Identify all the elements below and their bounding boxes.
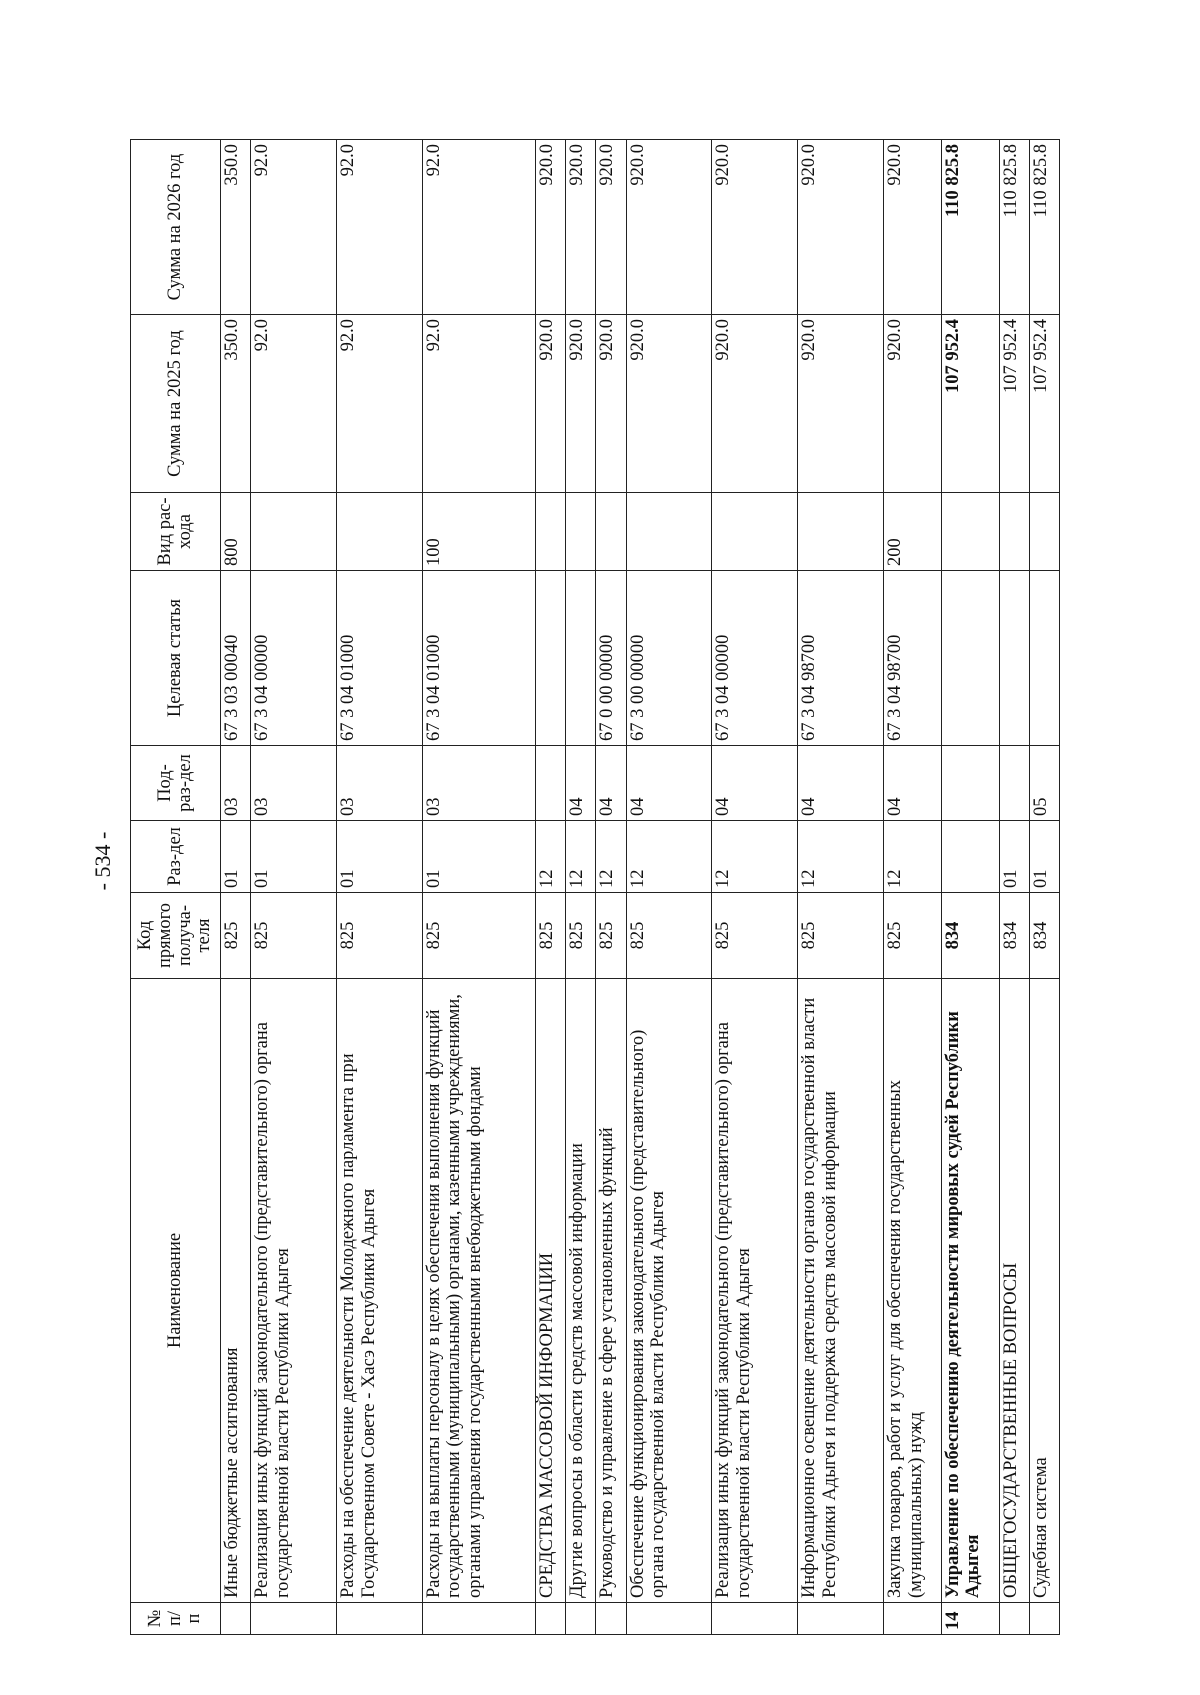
cell-section: 12 (566, 821, 596, 893)
cell-sum-2026: 920.0 (566, 140, 596, 315)
cell-sum-2026: 920.0 (712, 140, 798, 315)
cell-expense (566, 493, 596, 571)
cell-subsection: 04 (596, 746, 626, 821)
cell-subsection: 04 (566, 746, 596, 821)
cell-name: Руководство и управление в сфере установленных функций (596, 979, 626, 1603)
cell-sum-2026: 920.0 (626, 140, 712, 315)
cell-expense (626, 493, 712, 571)
page-number: - 534 - (90, 831, 115, 891)
cell-name: Расходы на обеспечение деятельности Молодежного парламента при Государственном Совете - Хасэ Республики Адыгея (336, 979, 422, 1603)
cell-expense (712, 493, 798, 571)
cell-name: Судебная система (1029, 979, 1059, 1603)
cell-name: Реализация иных функций законодательного (представительного) органа государственной власти Республики Адыгея (712, 979, 798, 1603)
table-row (999, 140, 1029, 1635)
cell-target: 67 0 00 00000 (596, 571, 626, 746)
cell-sum-2026: 920.0 (883, 140, 941, 315)
cell-recipient: 825 (798, 893, 884, 979)
cell-num (566, 1603, 596, 1635)
cell-sum-2025: 920.0 (712, 315, 798, 493)
cell-sum-2026: 110 825.8 (941, 140, 999, 315)
cell-recipient: 825 (221, 893, 251, 979)
cell-section: 01 (251, 821, 337, 893)
cell-section: 12 (712, 821, 798, 893)
header-sum-2026: Сумма на 2026 год (131, 140, 221, 315)
cell-recipient: 825 (336, 893, 422, 979)
cell-sum-2025: 920.0 (883, 315, 941, 493)
cell-subsection: 03 (251, 746, 337, 821)
cell-expense (941, 493, 999, 571)
cell-sum-2025: 92.0 (336, 315, 422, 493)
cell-target (941, 571, 999, 746)
cell-target: 67 3 04 01000 (422, 571, 536, 746)
cell-name: СРЕДСТВА МАССОВОЙ ИНФОРМАЦИИ (536, 979, 566, 1603)
cell-sum-2026: 920.0 (798, 140, 884, 315)
cell-sum-2025: 107 952.4 (999, 315, 1029, 493)
cell-num: 14 (941, 1603, 999, 1635)
cell-sum-2025: 350.0 (221, 315, 251, 493)
cell-subsection: 03 (221, 746, 251, 821)
cell-name: ОБЩЕГОСУДАРСТВЕННЫЕ ВОПРОСЫ (999, 979, 1029, 1603)
cell-section: 12 (883, 821, 941, 893)
table-row (712, 140, 798, 1635)
cell-num (336, 1603, 422, 1635)
cell-recipient: 834 (999, 893, 1029, 979)
cell-recipient: 825 (596, 893, 626, 979)
cell-num (536, 1603, 566, 1635)
cell-target (566, 571, 596, 746)
header-num: № п/п (131, 1603, 221, 1635)
cell-target: 67 3 03 00040 (221, 571, 251, 746)
cell-expense: 100 (422, 493, 536, 571)
cell-num (712, 1603, 798, 1635)
cell-section: 12 (626, 821, 712, 893)
cell-recipient: 825 (712, 893, 798, 979)
cell-sum-2026: 110 825.8 (1029, 140, 1059, 315)
cell-sum-2025: 92.0 (422, 315, 536, 493)
cell-num (883, 1603, 941, 1635)
cell-name: Обеспечение функционирования законодательного (представительного) органа государственной власти Республики Адыгея (626, 979, 712, 1603)
cell-sum-2025: 92.0 (251, 315, 337, 493)
cell-sum-2025: 107 952.4 (1029, 315, 1059, 493)
cell-sum-2025: 920.0 (596, 315, 626, 493)
table-row (336, 140, 422, 1635)
cell-target (1029, 571, 1059, 746)
cell-expense (251, 493, 337, 571)
cell-expense (999, 493, 1029, 571)
cell-num (1029, 1603, 1059, 1635)
table-row (798, 140, 884, 1635)
cell-sum-2026: 920.0 (596, 140, 626, 315)
table-row (566, 140, 596, 1635)
table-row (941, 140, 999, 1635)
header-target: Целевая статья (131, 571, 221, 746)
cell-subsection (536, 746, 566, 821)
cell-sum-2025: 920.0 (566, 315, 596, 493)
cell-target: 67 3 04 00000 (251, 571, 337, 746)
cell-expense (536, 493, 566, 571)
header-recipient: Код прямого получа-теля (131, 893, 221, 979)
cell-name: Информационное освещение деятельности органов государственной власти Республики Адыгея и поддержка средств массовой информации (798, 979, 884, 1603)
cell-name: Другие вопросы в области средств массовой информации (566, 979, 596, 1603)
cell-subsection: 04 (883, 746, 941, 821)
table-row (536, 140, 566, 1635)
cell-sum-2025: 107 952.4 (941, 315, 999, 493)
cell-section: 01 (1029, 821, 1059, 893)
header-section: Раз-дел (131, 821, 221, 893)
cell-subsection: 04 (626, 746, 712, 821)
cell-section: 12 (798, 821, 884, 893)
cell-name: Закупка товаров, работ и услуг для обеспечения государственных (муниципальных) нужд (883, 979, 941, 1603)
cell-recipient: 834 (941, 893, 999, 979)
cell-recipient: 825 (883, 893, 941, 979)
table-row (626, 140, 712, 1635)
cell-subsection: 04 (712, 746, 798, 821)
cell-recipient: 825 (422, 893, 536, 979)
rotated-table-container (130, 140, 1060, 1635)
cell-target: 67 3 04 00000 (712, 571, 798, 746)
cell-sum-2026: 350.0 (221, 140, 251, 315)
cell-sum-2026: 92.0 (336, 140, 422, 315)
cell-section: 12 (536, 821, 566, 893)
header-name: Наименование (131, 979, 221, 1603)
cell-target (536, 571, 566, 746)
cell-recipient: 825 (626, 893, 712, 979)
cell-sum-2026: 920.0 (536, 140, 566, 315)
table-row (883, 140, 941, 1635)
cell-target: 67 3 04 98700 (798, 571, 884, 746)
cell-recipient: 825 (566, 893, 596, 979)
cell-expense: 800 (221, 493, 251, 571)
budget-table (130, 139, 1060, 1635)
cell-name: Управление по обеспечению деятельности мировых судей Республики Адыгея (941, 979, 999, 1603)
table-row (251, 140, 337, 1635)
cell-num (626, 1603, 712, 1635)
cell-sum-2026: 92.0 (422, 140, 536, 315)
cell-section: 01 (422, 821, 536, 893)
table-row (422, 140, 536, 1635)
cell-target: 67 3 04 98700 (883, 571, 941, 746)
table-header-row (131, 140, 221, 1635)
cell-name: Реализация иных функций законодательного (представительного) органа государственной власти Республики Адыгея (251, 979, 337, 1603)
cell-section: 01 (336, 821, 422, 893)
cell-name: Иные бюджетные ассигнования (221, 979, 251, 1603)
cell-section: 01 (999, 821, 1029, 893)
cell-subsection: 03 (422, 746, 536, 821)
table-row (221, 140, 251, 1635)
cell-num (251, 1603, 337, 1635)
cell-name: Расходы на выплаты персоналу в целях обеспечения выполнения функций государственными (муниципальными) органами, казенными учреждениями, органами управления государственными внебюджетными фондами (422, 979, 536, 1603)
cell-target: 67 3 04 01000 (336, 571, 422, 746)
cell-expense (336, 493, 422, 571)
cell-recipient: 825 (251, 893, 337, 979)
cell-num (999, 1603, 1029, 1635)
cell-subsection: 04 (798, 746, 884, 821)
cell-num (422, 1603, 536, 1635)
cell-sum-2025: 920.0 (536, 315, 566, 493)
table-row (1029, 140, 1059, 1635)
cell-expense (798, 493, 884, 571)
cell-num (221, 1603, 251, 1635)
cell-subsection: 03 (336, 746, 422, 821)
cell-sum-2026: 110 825.8 (999, 140, 1029, 315)
cell-num (596, 1603, 626, 1635)
cell-subsection: 05 (1029, 746, 1059, 821)
cell-subsection (941, 746, 999, 821)
cell-section: 12 (596, 821, 626, 893)
cell-recipient: 834 (1029, 893, 1059, 979)
table-row (596, 140, 626, 1635)
cell-sum-2026: 92.0 (251, 140, 337, 315)
cell-expense: 200 (883, 493, 941, 571)
cell-section (941, 821, 999, 893)
cell-subsection (999, 746, 1029, 821)
cell-target (999, 571, 1029, 746)
header-sum-2025: Сумма на 2025 год (131, 315, 221, 493)
header-subsection: Под-раз-дел (131, 746, 221, 821)
cell-target: 67 3 00 00000 (626, 571, 712, 746)
cell-num (798, 1603, 884, 1635)
cell-section: 01 (221, 821, 251, 893)
cell-sum-2025: 920.0 (798, 315, 884, 493)
cell-expense (596, 493, 626, 571)
cell-sum-2025: 920.0 (626, 315, 712, 493)
header-expense: Вид рас-хода (131, 493, 221, 571)
cell-recipient: 825 (536, 893, 566, 979)
cell-expense (1029, 493, 1059, 571)
